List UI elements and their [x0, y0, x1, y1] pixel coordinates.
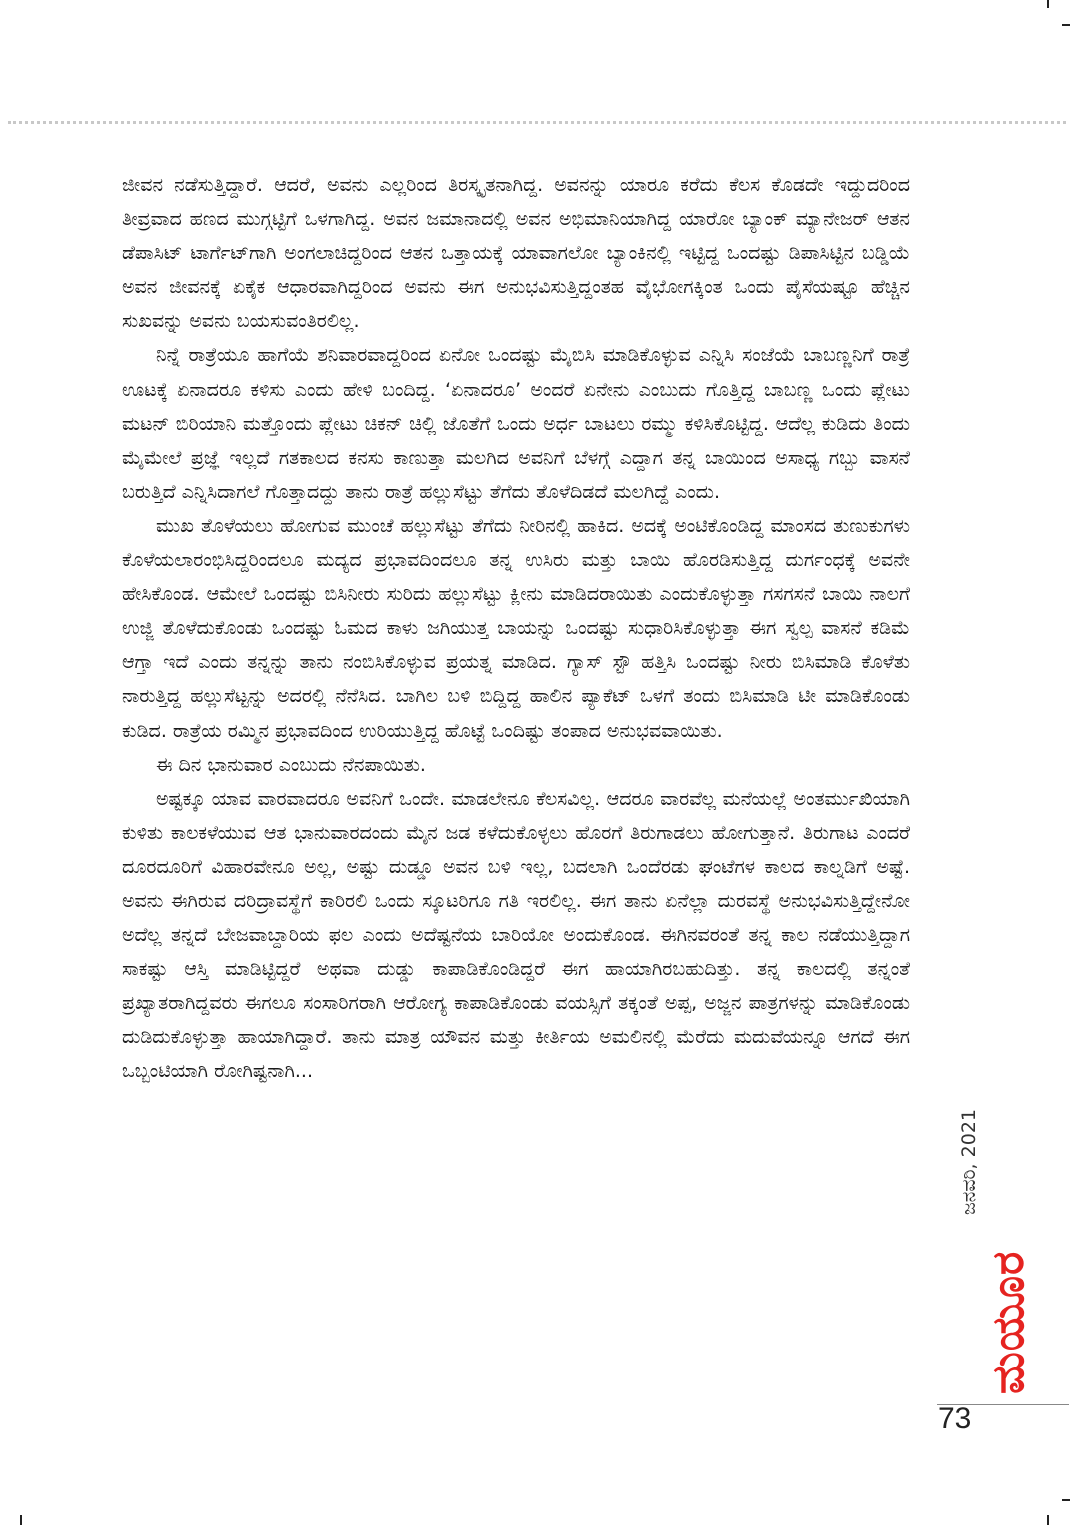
- paragraph-1: ಜೀವನ ನಡೆಸುತ್ತಿದ್ದಾರೆ. ಆದರೆ, ಅವನು ಎಲ್ಲರಿಂದ ತಿರಸ್ಕೃತನಾಗಿದ್ದ. ಅವನನ್ನು ಯಾರೂ ಕರೆದು ಕೆಲಸ ಕೊಡದೇ ಇದ್ದುದರಿಂದ ತೀವ್ರವಾದ ಹಣದ ಮುಗ್ಗಟ್ಟಿಗೆ ಒಳಗಾಗಿದ್ದ. ಅವನ ಜಮಾನಾದಲ್ಲಿ ಅವನ ಅಭಿಮಾನಿಯಾಗಿದ್ದ ಯಾರೋ ಬ್ಯಾಂಕ್ ಮ್ಯಾನೇಜರ್ ಆತನ ಡೆಪಾಸಿಟ್ ಟಾರ್ಗೆಟ್‌ಗಾಗಿ ಅಂಗಲಾಚಿದ್ದರಿಂದ ಆತನ ಒತ್ತಾಯಕ್ಕೆ ಯಾವಾಗಲೋ ಬ್ಯಾಂಕಿನಲ್ಲಿ ಇಟ್ಟಿದ್ದ ಒಂದಷ್ಟು ಡಿಪಾಸಿಟ್ಟಿನ ಬಡ್ಡಿಯೆ ಅವನ ಜೀವನಕ್ಕೆ ಏಕೈಕ ಆಧಾರವಾಗಿದ್ದರಿಂದ ಅವನು ಈಗ ಅನುಭವಿಸುತ್ತಿದ್ದಂತಹ ವೈಭೋಗಕ್ಕಿಂತ ಒಂದು ಪೈಸೆಯಷ್ಟೂ ಹೆಚ್ಚಿನ ಸುಖವನ್ನು ಅವನು ಬಯಸುವಂತಿರಲಿಲ್ಲ.: [122, 174, 910, 333]
- page-number: 73: [938, 1402, 972, 1435]
- article-body: [122, 168, 910, 1089]
- paragraph-4: ಈ ದಿನ ಭಾನುವಾರ ಎಂಬುದು ನೆನಪಾಯಿತು.: [156, 753, 426, 776]
- paragraph-5: ಅಷ್ಟಕ್ಕೂ ಯಾವ ವಾರವಾದರೂ ಅವನಿಗೆ ಒಂದೇ. ಮಾಡಲೇನೂ ಕೆಲಸವಿಲ್ಲ. ಆದರೂ ವಾರವೆಲ್ಲ ಮನೆಯಲ್ಲೆ ಅಂತರ್ಮುಖಿಯಾಗಿ ಕುಳಿತು ಕಾಲಕಳೆಯುವ ಆತ ಭಾನುವಾರದಂದು ಮೈನ ಜಡ ಕಳೆದುಕೊಳ್ಳಲು ಹೊರಗೆ ತಿರುಗಾಡಲು ಹೋಗುತ್ತಾನೆ. ತಿರುಗಾಟ ಎಂದರೆ ದೂರದೂರಿಗೆ ವಿಹಾರವೇನೂ ಅಲ್ಲ, ಅಷ್ಟು ದುಡ್ಡೂ ಅವನ ಬಳಿ ಇಲ್ಲ, ಬದಲಾಗಿ ಒಂದೆರಡು ಘಂಟೆಗಳ ಕಾಲದ ಕಾಲ್ನಡಿಗೆ ಅಷ್ಟೆ. ಅವನು ಈಗಿರುವ ದರಿದ್ರಾವಸ್ಥೆಗೆ ಕಾರಿರಲಿ ಒಂದು ಸ್ಕೂಟರಿಗೂ ಗತಿ ಇರಲಿಲ್ಲ. ಈಗ ತಾನು ಏನೆಲ್ಲಾ ದುರವಸ್ಥೆ ಅನುಭವಿಸುತ್ತಿದ್ದೇನೋ ಅದೆಲ್ಲ ತನ್ನದೆ ಬೇಜವಾಬ್ದಾರಿಯ ಫಲ ಎಂದು ಅದೆಷ್ಟನೆಯ ಬಾರಿಯೋ ಅಂದುಕೊಂಡ. ಈಗಿನವರಂತೆ ತನ್ನ ಕಾಲ ನಡೆಯುತ್ತಿದ್ದಾಗ ಸಾಕಷ್ಟು ಆಸ್ತಿ ಮಾಡಿಟ್ಟಿದ್ದರೆ ಅಥವಾ ದುಡ್ಡು ಕಾಪಾಡಿಕೊಂಡಿದ್ದರೆ ಈಗ ಹಾಯಾಗಿರಬಹುದಿತ್ತು. ತನ್ನ ಕಾಲದಲ್ಲಿ ತನ್ನಂತೆ ಪ್ರಖ್ಯಾತರಾಗಿದ್ದವರು ಈಗಲೂ ಸಂಸಾರಿಗರಾಗಿ ಆರೋಗ್ಯ ಕಾಪಾಡಿಕೊಂಡು ವಯಸ್ಸಿಗೆ ತಕ್ಕಂತೆ ಅಪ್ಪ, ಅಜ್ಜನ ಪಾತ್ರಗಳನ್ನು ಮಾಡಿಕೊಂಡು ದುಡಿದುಕೊಳ್ಳುತ್ತಾ ಹಾಯಾಗಿದ್ದಾರೆ. ತಾನು ಮಾತ್ರ ಯೌವನ ಮತ್ತು ಕೀರ್ತಿಯ ಅಮಲಿನಲ್ಲಿ ಮೆರೆದು ಮದುವೆಯನ್ನೂ ಆಗದೆ ಈಗ ಒಬ್ಬಂಟಿಯಾಗಿ ರೋಗಿಷ್ಟನಾಗಿ...: [122, 787, 910, 1083]
- dotted-separator: [8, 121, 1066, 124]
- crop-mark-bottom-right: [1062, 1499, 1070, 1501]
- crop-mark-top-right: [1062, 24, 1070, 26]
- crop-mark-bottom: [1047, 1515, 1049, 1525]
- crop-mark-top: [1047, 0, 1049, 8]
- magazine-logo: ಮಯೂರ: [983, 1250, 1034, 1394]
- paragraph-3: ಮುಖ ತೊಳೆಯಲು ಹೋಗುವ ಮುಂಚೆ ಹಲ್ಲುಸೆಟ್ಟು ತೆಗೆದು ನೀರಿನಲ್ಲಿ ಹಾಕಿದ. ಅದಕ್ಕೆ ಅಂಟಿಕೊಂಡಿದ್ದ ಮಾಂಸದ ತುಣುಕುಗಳು ಕೊಳೆಯಲಾರಂಭಿಸಿದ್ದರಿಂದಲೂ ಮದ್ಯದ ಪ್ರಭಾವದಿಂದಲೂ ತನ್ನ ಉಸಿರು ಮತ್ತು ಬಾಯಿ ಹೊರಡಿಸುತ್ತಿದ್ದ ದುರ್ಗಂಧಕ್ಕೆ ಅವನೇ ಹೇಸಿಕೊಂಡ. ಆಮೇಲೆ ಒಂದಷ್ಟು ಬಿಸಿನೀರು ಸುರಿದು ಹಲ್ಲುಸೆಟ್ಟು ಕ್ಲೀನು ಮಾಡಿದರಾಯಿತು ಎಂದುಕೊಳ್ಳುತ್ತಾ ಗಸಗಸನೆ ಬಾಯಿ ನಾಲಗೆ ಉಜ್ಜಿ ತೊಳೆದುಕೊಂಡು ಒಂದಷ್ಟು ಓಮದ ಕಾಳು ಜಗಿಯುತ್ತ ಬಾಯನ್ನು ಒಂದಷ್ಟು ಸುಧಾರಿಸಿಕೊಳ್ಳುತ್ತಾ ಈಗ ಸ್ವಲ್ಪ ವಾಸನೆ ಕಡಿಮೆ ಆಗ್ತಾ ಇದೆ ಎಂದು ತನ್ನನ್ನು ತಾನು ನಂಬಿಸಿಕೊಳ್ಳುವ ಪ್ರಯತ್ನ ಮಾಡಿದ. ಗ್ಯಾಸ್ ಸ್ಟೌ ಹತ್ತಿಸಿ ಒಂದಷ್ಟು ನೀರು ಬಿಸಿಮಾಡಿ ಕೊಳೆತು ನಾರುತ್ತಿದ್ದ ಹಲ್ಲುಸೆಟ್ಟನ್ನು ಅದರಲ್ಲಿ ನೆನೆಸಿದ. ಬಾಗಿಲ ಬಳಿ ಬಿದ್ದಿದ್ದ ಹಾಲಿನ ಪ್ಯಾಕೆಟ್ ಒಳಗೆ ತಂದು ಬಿಸಿಮಾಡಿ ಟೀ ಮಾಡಿಕೊಂಡು ಕುಡಿದ. ರಾತ್ರೆಯ ರಮ್ಮಿನ ಪ್ರಭಾವದಿಂದ ಉರಿಯುತ್ತಿದ್ದ ಹೊಟ್ಟೆ ಒಂದಿಷ್ಟು ತಂಪಾದ ಅನುಭವವಾಯಿತು.: [122, 514, 910, 742]
- paragraph-2: ನಿನ್ನೆ ರಾತ್ರೆಯೂ ಹಾಗೆಯೆ ಶನಿವಾರವಾದ್ದರಿಂದ ಏನೋ ಒಂದಷ್ಟು ಮೈಬಿಸಿ ಮಾಡಿಕೊಳ್ಳುವ ಎನ್ನಿಸಿ ಸಂಜೆಯೆ ಬಾಬಣ್ಣನಿಗೆ ರಾತ್ರೆ ಊಟಕ್ಕೆ ಏನಾದರೂ ಕಳಿಸು ಎಂದು ಹೇಳಿ ಬಂದಿದ್ದ. ‘ಏನಾದರೂ’ ಅಂದರೆ ಏನೇನು ಎಂಬುದು ಗೊತ್ತಿದ್ದ ಬಾಬಣ್ಣ ಒಂದು ಪ್ಲೇಟು ಮಟನ್ ಬಿರಿಯಾನಿ ಮತ್ತೊಂದು ಪ್ಲೇಟು ಚಿಕನ್ ಚಿಲ್ಲಿ ಜೊತೆಗೆ ಒಂದು ಅರ್ಧ ಬಾಟಲು ರಮ್ಮು ಕಳಿಸಿಕೊಟ್ಟಿದ್ದ. ಆದೆಲ್ಲ ಕುಡಿದು ತಿಂದು ಮೈಮೇಲೆ ಪ್ರಜ್ಞೆ ಇಲ್ಲದೆ ಗತಕಾಲದ ಕನಸು ಕಾಣುತ್ತಾ ಮಲಗಿದ ಅವನಿಗೆ ಬೆಳಗ್ಗೆ ಎದ್ದಾಗ ತನ್ನ ಬಾಯಿಂದ ಅಸಾಧ್ಯ ಗಬ್ಬು ವಾಸನೆ ಬರುತ್ತಿದೆ ಎನ್ನಿಸಿದಾಗಲೆ ಗೊತ್ತಾದದ್ದು ತಾನು ರಾತ್ರೆ ಹಲ್ಲುಸೆಟ್ಟು ತೆಗೆದು ತೊಳೆದಿಡದೆ ಮಲಗಿದ್ದೆ ಎಂದು.: [122, 344, 910, 503]
- issue-date: ಜನವರಿ, 2021: [958, 1109, 980, 1215]
- crop-mark-bottom-left: [20, 1515, 22, 1525]
